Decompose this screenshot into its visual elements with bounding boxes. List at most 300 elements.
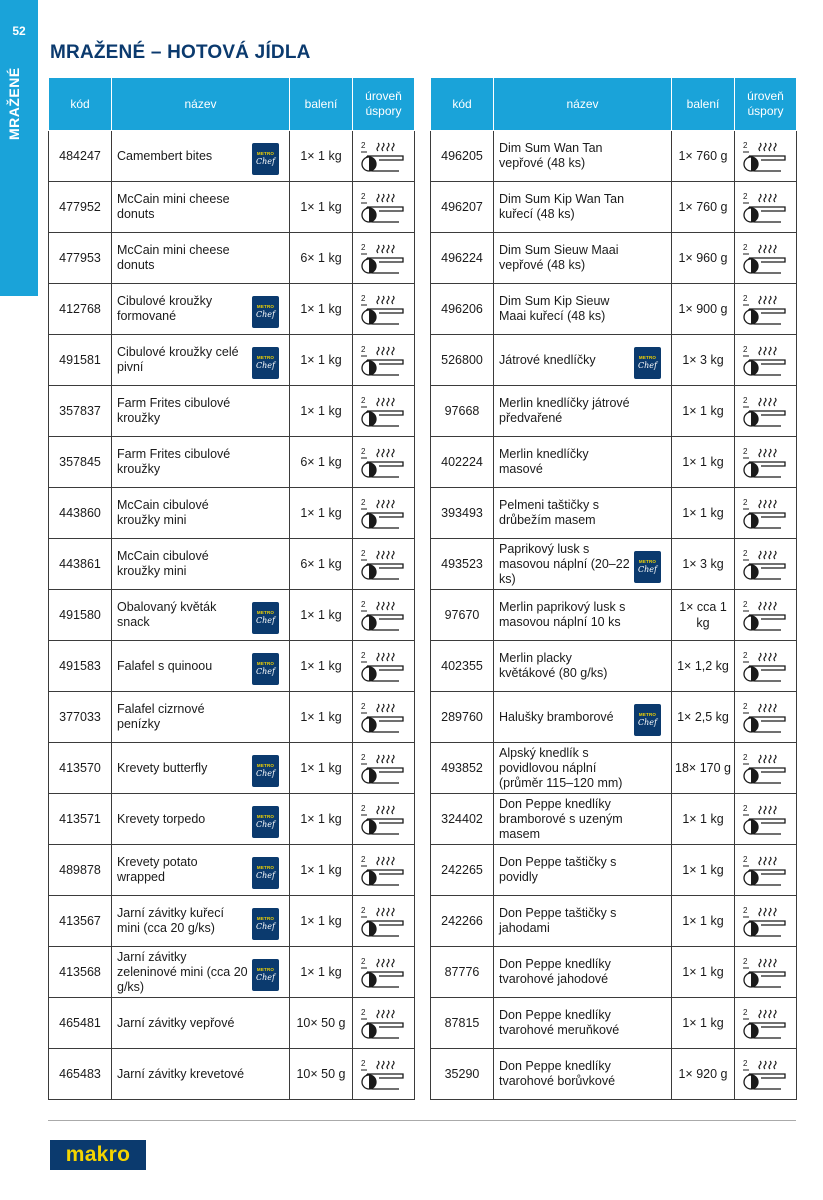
saving-level	[353, 896, 415, 947]
section-side-tab	[0, 0, 38, 296]
product-name-cell	[494, 335, 672, 386]
product-name-cell	[494, 1049, 672, 1100]
saving-level	[353, 539, 415, 590]
product-name-cell	[112, 794, 290, 845]
product-name-cell	[494, 386, 672, 437]
product-name: McCain cibulové kroužky mini	[117, 549, 209, 578]
saving-level-pot-icon	[359, 1006, 409, 1040]
product-name-cell	[112, 947, 290, 998]
table-row	[431, 896, 797, 947]
svg-text:2: 2	[360, 1059, 365, 1068]
table-row	[49, 488, 415, 539]
product-name: Krevety torpedo	[117, 811, 206, 826]
saving-level	[353, 743, 415, 794]
product-pack: 1× 1 kg	[290, 488, 353, 539]
product-name: Alpský knedlík s povidlovou náplní (průměr 115–120 mm)	[499, 745, 623, 790]
product-code: 87815	[431, 998, 494, 1049]
table-row	[49, 845, 415, 896]
product-code: 357837	[49, 386, 112, 437]
saving-level	[735, 845, 797, 896]
product-table-right	[430, 77, 797, 1100]
svg-text:2: 2	[742, 702, 747, 711]
saving-level-pot-icon	[741, 190, 791, 224]
saving-level	[735, 1049, 797, 1100]
product-name-cell	[112, 437, 290, 488]
product-pack: 1× 1 kg	[672, 845, 735, 896]
product-name: Cibulové kroužky formované	[117, 294, 213, 323]
section-tab-label: MRAŽENÉ	[6, 67, 22, 140]
product-name-cell	[112, 488, 290, 539]
header-level: úroveň úspory	[353, 78, 415, 131]
product-name-cell	[494, 896, 672, 947]
saving-level	[735, 335, 797, 386]
saving-level	[353, 488, 415, 539]
product-name: McCain mini cheese donuts	[117, 243, 230, 272]
product-code: 491583	[49, 641, 112, 692]
product-pack: 6× 1 kg	[290, 437, 353, 488]
product-name: Merlin paprikový lusk s masovou náplní 10 ks	[499, 600, 626, 629]
product-code: 324402	[431, 794, 494, 845]
saving-level-pot-icon	[741, 496, 791, 530]
table-row	[49, 386, 415, 437]
svg-text:2: 2	[360, 243, 365, 252]
product-name: McCain cibulové kroužky mini	[117, 498, 209, 527]
product-name-cell	[112, 998, 290, 1049]
product-name: Cibulové kroužky celé pivní	[117, 345, 239, 374]
metro-chef-badge: METRO Chef	[252, 143, 279, 175]
table-header-row	[49, 78, 415, 131]
saving-level-pot-icon	[359, 343, 409, 377]
product-pack: 6× 1 kg	[290, 539, 353, 590]
saving-level-pot-icon	[359, 1057, 409, 1091]
saving-level-pot-icon	[741, 802, 791, 836]
header-code: kód	[431, 78, 494, 131]
saving-level	[353, 437, 415, 488]
svg-text:2: 2	[742, 906, 747, 915]
product-name: Camembert bites	[117, 148, 213, 163]
table-row	[49, 437, 415, 488]
table-row	[49, 998, 415, 1049]
product-code: 357845	[49, 437, 112, 488]
product-pack: 1× 1 kg	[290, 743, 353, 794]
svg-text:2: 2	[360, 294, 365, 303]
product-pack: 1× 1 kg	[290, 692, 353, 743]
table-row	[49, 539, 415, 590]
metro-chef-badge: METRO Chef	[252, 857, 279, 889]
product-pack: 1× 1,2 kg	[672, 641, 735, 692]
saving-level	[735, 692, 797, 743]
svg-text:2: 2	[360, 906, 365, 915]
svg-text:2: 2	[742, 1008, 747, 1017]
product-pack: 1× 920 g	[672, 1049, 735, 1100]
svg-text:2: 2	[742, 192, 747, 201]
product-name-cell	[112, 641, 290, 692]
svg-text:2: 2	[742, 753, 747, 762]
svg-text:2: 2	[360, 192, 365, 201]
product-code: 465483	[49, 1049, 112, 1100]
product-code: 493523	[431, 539, 494, 590]
product-code: 97670	[431, 590, 494, 641]
product-pack: 1× 960 g	[672, 233, 735, 284]
saving-level-pot-icon	[359, 904, 409, 938]
product-pack: 1× 1 kg	[672, 488, 735, 539]
saving-level	[735, 590, 797, 641]
product-code: 402355	[431, 641, 494, 692]
saving-level-pot-icon	[359, 547, 409, 581]
header-level: úroveň úspory	[735, 78, 797, 131]
saving-level-pot-icon	[741, 751, 791, 785]
product-code: 443861	[49, 539, 112, 590]
product-pack: 1× 1 kg	[290, 794, 353, 845]
saving-level	[735, 131, 797, 182]
table-row	[49, 233, 415, 284]
saving-level	[353, 284, 415, 335]
product-pack: 1× 1 kg	[290, 182, 353, 233]
table-row	[431, 743, 797, 794]
product-code: 242265	[431, 845, 494, 896]
header-name: název	[494, 78, 672, 131]
product-name: Don Peppe taštičky s povidly	[499, 855, 617, 884]
product-pack: 1× 1 kg	[290, 947, 353, 998]
saving-level	[735, 947, 797, 998]
product-code: 465481	[49, 998, 112, 1049]
svg-text:2: 2	[360, 447, 365, 456]
product-name-cell	[112, 386, 290, 437]
product-code: 496206	[431, 284, 494, 335]
product-code: 413570	[49, 743, 112, 794]
product-pack: 1× cca 1 kg	[672, 590, 735, 641]
saving-level-pot-icon	[741, 853, 791, 887]
saving-level-pot-icon	[741, 547, 791, 581]
product-name: Farm Frites cibulové kroužky	[117, 447, 231, 476]
saving-level	[353, 182, 415, 233]
product-name-cell	[112, 539, 290, 590]
product-name-cell	[112, 284, 290, 335]
saving-level-pot-icon	[359, 190, 409, 224]
table-row	[49, 692, 415, 743]
table-row	[49, 794, 415, 845]
svg-text:2: 2	[360, 1008, 365, 1017]
product-name-cell	[494, 437, 672, 488]
table-row	[49, 131, 415, 182]
header-name: název	[112, 78, 290, 131]
metro-chef-badge: METRO Chef	[252, 653, 279, 685]
svg-text:2: 2	[742, 1059, 747, 1068]
saving-level	[735, 998, 797, 1049]
product-pack: 1× 760 g	[672, 182, 735, 233]
svg-text:2: 2	[742, 651, 747, 660]
table-row	[49, 947, 415, 998]
product-name-cell	[494, 947, 672, 998]
saving-level	[353, 845, 415, 896]
saving-level	[353, 947, 415, 998]
svg-text:2: 2	[360, 753, 365, 762]
saving-level	[353, 794, 415, 845]
svg-text:2: 2	[742, 549, 747, 558]
header-pack: balení	[672, 78, 735, 131]
product-name: Játrové knedlíčky	[499, 352, 596, 367]
svg-text:2: 2	[742, 957, 747, 966]
product-pack: 1× 1 kg	[290, 386, 353, 437]
product-name-cell	[494, 845, 672, 896]
svg-text:2: 2	[360, 396, 365, 405]
table-header-row	[431, 78, 797, 131]
product-name: Jarní závitky zeleninové mini (cca 20 g/ks)	[117, 949, 248, 994]
product-name: Don Peppe knedlíky tvarohové meruňkové	[499, 1008, 620, 1037]
table-row	[49, 335, 415, 386]
svg-text:2: 2	[360, 651, 365, 660]
svg-text:2: 2	[742, 498, 747, 507]
table-row	[431, 794, 797, 845]
saving-level	[735, 743, 797, 794]
product-pack: 10× 50 g	[290, 998, 353, 1049]
product-pack: 1× 1 kg	[672, 947, 735, 998]
saving-level-pot-icon	[741, 241, 791, 275]
svg-text:2: 2	[742, 345, 747, 354]
product-name: Pelmeni taštičky s drůbežím masem	[499, 498, 600, 527]
product-code: 242266	[431, 896, 494, 947]
metro-chef-badge: METRO Chef	[252, 755, 279, 787]
product-code: 35290	[431, 1049, 494, 1100]
table-row	[431, 284, 797, 335]
product-name: Dim Sum Kip Wan Tan kuřecí (48 ks)	[499, 192, 625, 221]
saving-level	[353, 641, 415, 692]
product-code: 477952	[49, 182, 112, 233]
saving-level	[735, 488, 797, 539]
saving-level-pot-icon	[359, 853, 409, 887]
product-pack: 1× 1 kg	[290, 641, 353, 692]
table-row	[431, 131, 797, 182]
product-pack: 1× 1 kg	[290, 896, 353, 947]
table-row	[431, 335, 797, 386]
table-row	[431, 692, 797, 743]
product-pack: 1× 3 kg	[672, 539, 735, 590]
table-row	[431, 845, 797, 896]
svg-text:2: 2	[742, 447, 747, 456]
product-name-cell	[494, 641, 672, 692]
table-row	[49, 641, 415, 692]
svg-text:2: 2	[360, 600, 365, 609]
saving-level	[735, 233, 797, 284]
product-code: 87776	[431, 947, 494, 998]
product-name-cell	[112, 845, 290, 896]
saving-level-pot-icon	[741, 1057, 791, 1091]
table-row	[49, 896, 415, 947]
product-name: Dim Sum Sieuw Maai vepřové (48 ks)	[499, 243, 619, 272]
product-code: 491580	[49, 590, 112, 641]
product-name-cell	[494, 692, 672, 743]
header-pack: balení	[290, 78, 353, 131]
product-name: Don Peppe taštičky s jahodami	[499, 906, 617, 935]
saving-level-pot-icon	[359, 496, 409, 530]
svg-text:2: 2	[360, 549, 365, 558]
saving-level	[735, 896, 797, 947]
saving-level	[735, 386, 797, 437]
table-row	[431, 641, 797, 692]
metro-chef-badge: METRO Chef	[252, 908, 279, 940]
product-pack: 6× 1 kg	[290, 233, 353, 284]
product-name: Dim Sum Kip Sieuw Maai kuřecí (48 ks)	[499, 294, 610, 323]
svg-text:2: 2	[742, 396, 747, 405]
metro-chef-badge: METRO Chef	[252, 959, 279, 991]
saving-level-pot-icon	[741, 700, 791, 734]
product-name: Merlin knedlíčky masové	[499, 447, 589, 476]
table-row	[49, 590, 415, 641]
svg-text:2: 2	[360, 345, 365, 354]
product-pack: 1× 1 kg	[672, 896, 735, 947]
product-code: 97668	[431, 386, 494, 437]
product-code: 489878	[49, 845, 112, 896]
product-name: Jarní závitky krevetové	[117, 1066, 245, 1081]
product-code: 496224	[431, 233, 494, 284]
product-name-cell	[112, 335, 290, 386]
saving-level-pot-icon	[359, 955, 409, 989]
footer-divider	[48, 1120, 796, 1121]
svg-text:2: 2	[742, 243, 747, 252]
svg-text:2: 2	[742, 855, 747, 864]
page-number: 52	[12, 24, 26, 38]
svg-text:2: 2	[360, 804, 365, 813]
metro-chef-badge: METRO Chef	[634, 347, 661, 379]
product-name: Don Peppe knedlíky tvarohové jahodové	[499, 957, 611, 986]
table-row	[431, 998, 797, 1049]
table-row	[431, 539, 797, 590]
product-pack: 1× 900 g	[672, 284, 735, 335]
makro-logo: makro	[50, 1140, 146, 1170]
product-code: 477953	[49, 233, 112, 284]
product-pack: 1× 2,5 kg	[672, 692, 735, 743]
product-pack: 1× 1 kg	[672, 437, 735, 488]
svg-text:2: 2	[742, 141, 747, 150]
product-code: 289760	[431, 692, 494, 743]
svg-text:2: 2	[360, 702, 365, 711]
saving-level	[735, 641, 797, 692]
saving-level	[735, 794, 797, 845]
saving-level-pot-icon	[741, 445, 791, 479]
saving-level-pot-icon	[741, 1006, 791, 1040]
product-name-cell	[494, 794, 672, 845]
product-name-cell	[112, 1049, 290, 1100]
product-code: 393493	[431, 488, 494, 539]
product-code: 496207	[431, 182, 494, 233]
product-name-cell	[494, 488, 672, 539]
product-name: Merlin knedlíčky játrové předvařené	[499, 396, 630, 425]
product-code: 493852	[431, 743, 494, 794]
product-code: 413568	[49, 947, 112, 998]
product-name: Falafel cizrnové penízky	[117, 702, 205, 731]
product-name: Jarní závitky kuřecí mini (cca 20 g/ks)	[117, 906, 224, 935]
saving-level	[353, 590, 415, 641]
product-name-cell	[112, 692, 290, 743]
product-name-cell	[112, 233, 290, 284]
saving-level	[735, 284, 797, 335]
svg-text:2: 2	[742, 600, 747, 609]
saving-level-pot-icon	[741, 343, 791, 377]
table-row	[431, 590, 797, 641]
product-code: 413567	[49, 896, 112, 947]
product-name-cell	[494, 743, 672, 794]
product-pack: 1× 1 kg	[672, 998, 735, 1049]
product-code: 377033	[49, 692, 112, 743]
table-row	[431, 1049, 797, 1100]
product-name-cell	[112, 743, 290, 794]
saving-level	[353, 233, 415, 284]
svg-text:2: 2	[360, 957, 365, 966]
product-name: Farm Frites cibulové kroužky	[117, 396, 231, 425]
product-name: Falafel s quinoou	[117, 658, 213, 673]
saving-level	[353, 131, 415, 182]
metro-chef-badge: METRO Chef	[252, 806, 279, 838]
product-name: Merlin placky květákové (80 g/ks)	[499, 651, 608, 680]
svg-text:2: 2	[360, 855, 365, 864]
product-name: Paprikový lusk s masovou náplní (20–22 ks)	[499, 541, 630, 586]
table-row	[431, 182, 797, 233]
saving-level	[353, 998, 415, 1049]
product-name-cell	[494, 590, 672, 641]
table-row	[431, 233, 797, 284]
table-row	[431, 488, 797, 539]
metro-chef-badge: METRO Chef	[252, 347, 279, 379]
product-code: 412768	[49, 284, 112, 335]
svg-text:2: 2	[360, 141, 365, 150]
table-row	[49, 743, 415, 794]
product-code: 402224	[431, 437, 494, 488]
product-code: 413571	[49, 794, 112, 845]
saving-level-pot-icon	[741, 139, 791, 173]
product-name-cell	[494, 539, 672, 590]
metro-chef-badge: METRO Chef	[634, 551, 661, 583]
saving-level-pot-icon	[741, 394, 791, 428]
table-row	[49, 182, 415, 233]
saving-level	[735, 539, 797, 590]
product-name-cell	[494, 233, 672, 284]
metro-chef-badge: METRO Chef	[252, 602, 279, 634]
product-pack: 1× 1 kg	[672, 386, 735, 437]
saving-level-pot-icon	[741, 649, 791, 683]
saving-level-pot-icon	[359, 241, 409, 275]
table-row	[431, 386, 797, 437]
product-name-cell	[112, 182, 290, 233]
product-pack: 1× 1 kg	[290, 590, 353, 641]
product-pack: 1× 760 g	[672, 131, 735, 182]
product-pack: 1× 1 kg	[290, 131, 353, 182]
table-row	[49, 1049, 415, 1100]
product-code: 484247	[49, 131, 112, 182]
product-code: 443860	[49, 488, 112, 539]
saving-level-pot-icon	[741, 904, 791, 938]
product-pack: 10× 50 g	[290, 1049, 353, 1100]
product-name: Don Peppe knedlíky tvarohové borůvkové	[499, 1059, 616, 1088]
product-name-cell	[112, 896, 290, 947]
product-pack: 18× 170 g	[672, 743, 735, 794]
table-row	[49, 284, 415, 335]
product-name-cell	[494, 131, 672, 182]
svg-text:2: 2	[742, 294, 747, 303]
product-pack: 1× 1 kg	[290, 284, 353, 335]
svg-text:2: 2	[360, 498, 365, 507]
product-name: Jarní závitky vepřové	[117, 1015, 235, 1030]
saving-level-pot-icon	[359, 700, 409, 734]
saving-level-pot-icon	[359, 292, 409, 326]
saving-level-pot-icon	[741, 598, 791, 632]
product-name-cell	[494, 284, 672, 335]
product-table-left	[48, 77, 415, 1100]
saving-level	[353, 386, 415, 437]
product-pack: 1× 1 kg	[290, 335, 353, 386]
product-name-cell	[494, 998, 672, 1049]
saving-level	[353, 692, 415, 743]
table-row	[431, 947, 797, 998]
